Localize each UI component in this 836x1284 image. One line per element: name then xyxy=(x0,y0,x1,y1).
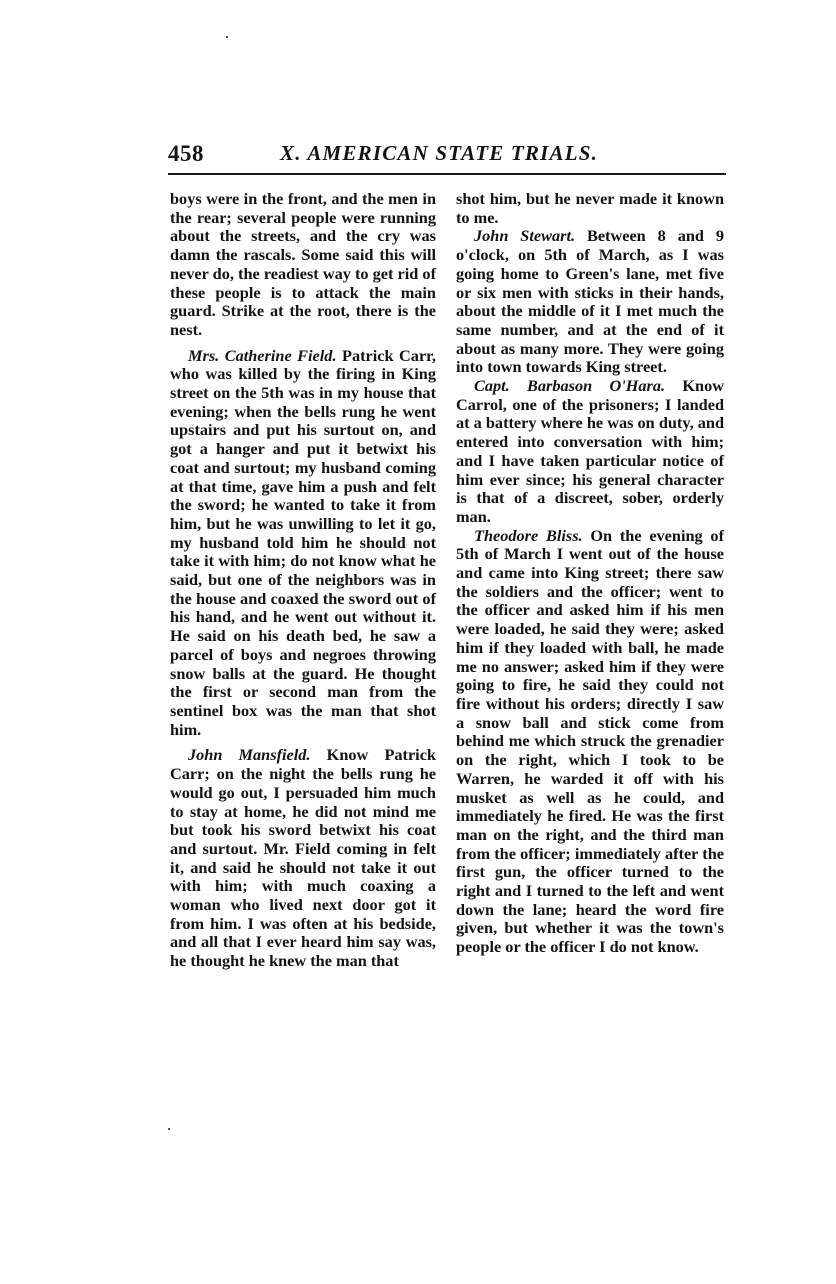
speaker-name: Mrs. Catherine Field. xyxy=(188,345,337,365)
speaker-name: John Mansfield. xyxy=(188,745,311,765)
testimony-text: On the evening of 5th of March I went out of the house and came into King street; there saw the soldiers and the officer; went to the officer and asked him if his men were loaded, he said they were; asked him if they loaded with ball, he made me no answer; asked him if they were going to fire, he said they could not fire without his orders; directly I saw a snow ball and stick come from behind me which struck the grenadier on the right, which I took to be Warren, he warded it off with his musket as well as he could, and immediately he fired. He was the first man on the right, and the third man from the officer; immediately after the first gun, the officer turned to the right and I turned to the left and went down the lane; heard the word fire given, but whether it was the town's people or the officer I do not know. xyxy=(456,525,724,957)
paragraph-continuation xyxy=(456,190,724,227)
paragraph-text: boys were in the front, and the men in the rear; several people were running about the streets, and the cry was damn the rascals. Some said this will never do, the readiest way to get rid of these people is to attack the main guard. Strike at the root, there is the nest. xyxy=(170,189,436,339)
speaker-name: Theodore Bliss. xyxy=(474,525,583,545)
speaker-name: John Stewart. xyxy=(474,226,576,246)
left-column xyxy=(170,190,436,971)
scan-speck-top xyxy=(226,36,228,38)
testimony-catherine-field xyxy=(170,347,436,740)
running-head: X. AMERICAN STATE TRIALS. xyxy=(280,141,599,165)
testimony-text: Know Patrick Carr; on the night the bells rung he would go out, I persuaded him much to stay at home, he did not mind me but took his sword betwixt his coat and surtout. Mr. Field coming in felt it, and said he should not take it out with him; with much coaxing a woman who lived next door got it from him. I was often at his bedside, and all that I ever heard him say was, he thought he knew the man that xyxy=(170,745,436,971)
page-header xyxy=(168,139,726,175)
testimony-barbason-ohara xyxy=(456,377,724,527)
scan-speck-bottom xyxy=(168,1128,170,1130)
testimony-john-mansfield xyxy=(170,746,436,970)
right-column xyxy=(456,190,724,957)
testimony-text: Patrick Carr, who was killed by the firing in King street on the 5th was in my house that evening; when the bells rung he went upstairs and put his surtout on, and got a hanger and put it betwixt his coat and surtout; my husband coming at that time, gave him a push and felt the sword; he wanted to take it from him, but he was unwilling to let it go, my husband told him he should not take it with him; do not know what he said, but one of the neighbors was in the house and coaxed the sword out of his hand, and he went out without it. He said on his death bed, he saw a parcel of boys and negroes throwing snow balls at the guard. He thought the first or second man from the sentinel box was the man that shot him. xyxy=(170,345,436,739)
testimony-text: Know Carrol, one of the prisoners; I landed at a battery where he was on duty, and entered into conversation with him; and I have taken particular notice of him ever since; his general character is that of a discreet, sober, orderly man. xyxy=(456,376,724,526)
page-number: 458 xyxy=(168,141,204,166)
speaker-name: Capt. Barbason O'Hara. xyxy=(474,376,666,396)
testimony-john-stewart xyxy=(456,227,724,377)
paragraph-text: shot him, but he never made it known to me. xyxy=(456,189,724,227)
testimony-theodore-bliss xyxy=(456,527,724,957)
testimony-text: Between 8 and 9 o'clock, on 5th of March, as I was going home to Green's lane, met five or six men with sticks in their hands, about the middle of it I met much the same number, and at the end of it about as many more. They were going into town towards King street. xyxy=(456,226,725,377)
paragraph-continuation xyxy=(170,190,436,340)
